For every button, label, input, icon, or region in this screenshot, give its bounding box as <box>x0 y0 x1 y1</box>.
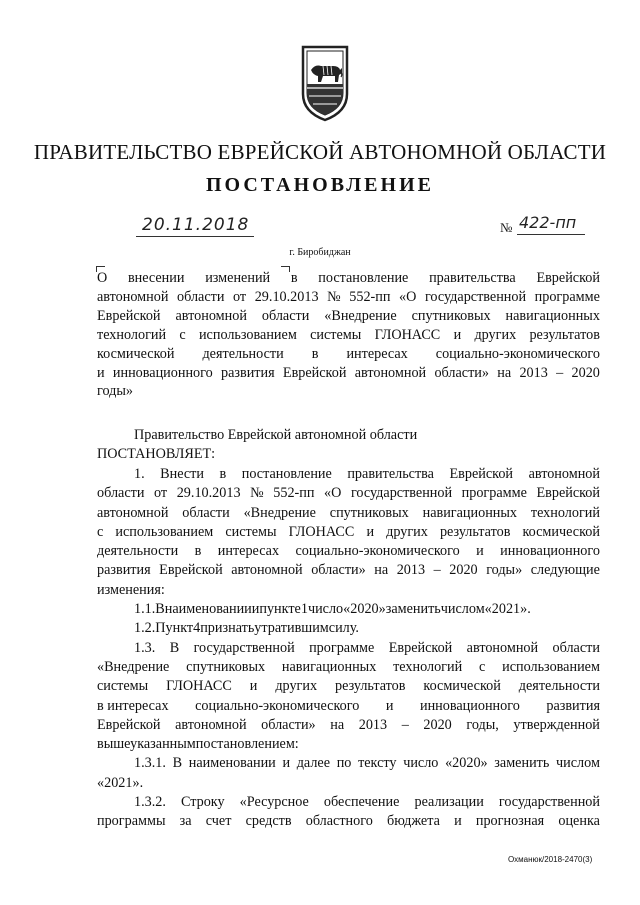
preamble-government: Правительство Еврейской автономной области <box>134 427 418 443</box>
word: Еврейской <box>449 466 514 482</box>
word: с <box>479 658 486 675</box>
word: государственной <box>498 794 600 811</box>
word: технологий <box>393 658 463 675</box>
word: В <box>155 601 165 618</box>
word: автономной <box>175 716 247 733</box>
word: социально-экономического <box>295 543 460 560</box>
word: 552-пп <box>273 485 315 502</box>
word: 2013 <box>396 562 426 579</box>
word: от <box>154 485 168 502</box>
text-line <box>97 542 600 561</box>
word: «2021». <box>97 774 144 791</box>
word: «Внедрение <box>243 504 316 521</box>
resolution-date: 20.11.2018 <box>136 214 254 237</box>
word: на <box>374 562 389 579</box>
word: инновационного <box>420 697 520 714</box>
word: оценка <box>558 813 600 830</box>
issue-city: г. Биробиджан <box>289 247 351 258</box>
word: технологий <box>97 326 167 343</box>
word: области <box>182 504 230 521</box>
word: государственной <box>424 288 527 305</box>
word: утвержденной <box>513 716 600 733</box>
word: заменить <box>385 601 441 618</box>
word: изменений <box>205 270 271 286</box>
text-line <box>97 677 600 696</box>
word: 2020 <box>449 562 478 579</box>
word: годы» <box>486 562 523 579</box>
word: системы <box>97 678 149 695</box>
word: и <box>251 601 260 618</box>
word: технологий <box>530 504 600 521</box>
word: 1 <box>300 601 308 618</box>
word: постановление <box>318 270 409 286</box>
word: и <box>454 813 462 830</box>
text-line <box>97 484 600 503</box>
word: спутниковых <box>411 307 491 324</box>
word: Строку <box>180 794 225 811</box>
word: Еврейской <box>97 716 161 733</box>
text-line <box>97 307 600 326</box>
word: использованием <box>198 326 297 343</box>
text-line <box>97 288 600 307</box>
word: «О <box>399 288 417 305</box>
word: 2013 <box>358 716 388 733</box>
word: навигационных <box>281 658 377 675</box>
word: «О <box>324 485 342 502</box>
word: развития <box>221 364 275 381</box>
word: Еврейской <box>282 364 347 381</box>
word: 2020 <box>423 716 452 733</box>
word: государственной <box>350 485 453 502</box>
word: – <box>556 364 564 381</box>
word: деятельности <box>518 678 600 695</box>
document-footer-code: Охманюк/2018-2470(3) <box>508 855 593 864</box>
word: Еврейской <box>159 562 223 579</box>
word: области <box>177 288 225 305</box>
word: «Ресурсное <box>239 794 309 811</box>
word: 1.3.2. <box>134 794 166 811</box>
word: пункте <box>259 601 301 618</box>
word: области» <box>261 716 316 733</box>
word: развития <box>546 697 600 714</box>
word: результатов <box>335 678 406 695</box>
word: годы, <box>466 716 499 733</box>
document-type: ПОСТАНОВЛЕНИЕ <box>206 174 434 196</box>
word: прогнозная <box>475 813 545 830</box>
resolution-subject <box>97 269 600 401</box>
word: и <box>385 697 394 714</box>
word: О <box>97 270 108 286</box>
word: счет <box>205 813 232 830</box>
word: В <box>172 755 183 772</box>
word: Внести <box>160 466 204 482</box>
word: области» <box>434 364 489 381</box>
word: – <box>401 716 409 733</box>
word: Пункт <box>155 620 194 637</box>
word: «2020» <box>445 755 488 772</box>
word: области <box>97 485 145 502</box>
word: 1.3.1. <box>134 755 166 772</box>
word: инновационного <box>112 364 213 381</box>
word: в <box>311 345 319 362</box>
word: обеспечение <box>323 794 400 811</box>
word: использованием <box>502 658 600 675</box>
word: социально-экономического <box>435 345 600 362</box>
word: на <box>330 716 345 733</box>
word: автономной <box>231 562 303 579</box>
text-line <box>97 523 600 542</box>
word: силу. <box>328 620 359 637</box>
word: программе <box>461 485 527 502</box>
word: и <box>366 523 375 540</box>
resolution-number: 422-пп <box>517 212 585 235</box>
word: навигационных <box>422 504 518 521</box>
word: на <box>497 364 512 381</box>
word: реализации <box>414 794 484 811</box>
word: программе <box>534 288 600 305</box>
word: наименовании <box>164 601 252 618</box>
word: «Внедрение <box>97 658 170 675</box>
word: Еврейской <box>388 639 453 656</box>
text-line <box>97 382 600 401</box>
word: числом <box>556 755 600 772</box>
word: В <box>169 639 180 656</box>
word: автономной <box>175 307 247 324</box>
word: в <box>219 466 227 482</box>
word: результатов <box>529 326 600 343</box>
word: 1. <box>134 466 145 482</box>
word: 1.3. <box>134 639 156 656</box>
word: социально-экономического <box>195 697 360 714</box>
word: постановление <box>241 466 332 482</box>
word: ГЛОНАСС <box>374 326 441 343</box>
word: автономной <box>528 466 600 482</box>
word: деятельности <box>202 345 284 362</box>
word: и <box>453 326 462 343</box>
word: 29.10.2013 <box>176 485 241 502</box>
word: в <box>290 270 298 286</box>
word: № <box>327 288 341 305</box>
word: области» <box>311 562 366 579</box>
word: признать <box>200 620 255 637</box>
word: космической <box>522 523 600 540</box>
text-line <box>97 600 600 619</box>
word: развития <box>97 562 151 579</box>
word: средств <box>245 813 292 830</box>
word: использованием <box>115 523 214 540</box>
text-line <box>97 326 600 345</box>
word: космической <box>423 678 501 695</box>
word: области <box>552 639 600 656</box>
word: спутниковых <box>186 658 266 675</box>
text-line <box>97 735 600 754</box>
word: № <box>250 485 264 502</box>
word: число <box>307 601 344 618</box>
text-line <box>97 465 600 484</box>
word: программе <box>309 639 375 656</box>
word: число <box>403 755 439 772</box>
text-line <box>97 269 600 288</box>
word: «2020» <box>343 601 386 618</box>
text-line <box>97 697 600 716</box>
word: программы <box>97 813 166 830</box>
word: по <box>336 755 352 772</box>
word: заменить <box>494 755 550 772</box>
text-line <box>97 561 600 580</box>
text-line <box>97 754 600 773</box>
word: других <box>275 678 318 695</box>
word: и <box>282 755 291 772</box>
word: других <box>474 326 517 343</box>
word: в <box>194 543 202 560</box>
word: годы» <box>97 383 133 400</box>
word: автономной <box>354 364 427 381</box>
word: инновационного <box>500 543 600 560</box>
word: системы <box>310 326 362 343</box>
word: «2021». <box>484 601 531 618</box>
text-line <box>97 793 600 812</box>
text-line <box>97 716 600 735</box>
word: – <box>433 562 441 579</box>
word: результатов <box>439 523 511 540</box>
word: правительства <box>347 466 434 482</box>
word: Еврейской <box>536 485 600 502</box>
word: 552-пп <box>349 288 391 305</box>
word: 4 <box>193 620 201 637</box>
number-label: № <box>500 220 513 235</box>
word: 1.1. <box>134 601 156 618</box>
word: автономной <box>97 504 169 521</box>
word: ГЛОНАСС <box>288 523 355 540</box>
word: 2020 <box>571 364 600 381</box>
word: за <box>179 813 192 830</box>
word: числом <box>440 601 485 618</box>
preamble-resolves: ПОСТАНОВЛЯЕТ: <box>97 446 216 462</box>
word: автономной <box>466 639 539 656</box>
text-line <box>97 364 600 383</box>
word: от <box>233 288 247 305</box>
word: тексту <box>358 755 397 772</box>
text-line <box>97 619 600 638</box>
word: 1.2. <box>134 620 156 637</box>
word: системы <box>225 523 277 540</box>
word: правительства <box>429 270 516 286</box>
word: с <box>179 326 186 343</box>
text-line <box>97 345 600 364</box>
text-line <box>97 581 600 600</box>
word: области <box>261 307 310 324</box>
word: и <box>97 364 105 381</box>
word: автономной <box>97 288 169 305</box>
word: государственной <box>193 639 295 656</box>
word: «Внедрение <box>324 307 397 324</box>
region-coat-of-arms-icon <box>299 44 351 122</box>
word: ГЛОНАСС <box>166 678 232 695</box>
word: бюджета <box>387 813 440 830</box>
word: областного <box>305 813 373 830</box>
word: постановлением: <box>195 736 299 753</box>
word: наименовании <box>188 755 276 772</box>
word: других <box>386 523 428 540</box>
word: космической <box>97 345 175 362</box>
text-line <box>97 504 600 523</box>
word: с <box>97 523 104 540</box>
resolution-body <box>97 465 600 832</box>
word: далее <box>296 755 331 772</box>
word: и <box>476 543 484 560</box>
word: интересах <box>346 345 408 362</box>
word: интересах <box>217 543 280 560</box>
word: 29.10.2013 <box>254 288 319 305</box>
word: и <box>249 678 258 695</box>
word: внесении <box>127 270 185 286</box>
text-line <box>97 774 600 793</box>
word: следующие <box>530 562 600 579</box>
word: деятельности <box>97 543 179 560</box>
text-line <box>97 812 600 831</box>
word: 2013 <box>519 364 548 381</box>
word: спутниковых <box>329 504 409 521</box>
word: Еврейской <box>97 307 161 324</box>
word: утратившим <box>254 620 329 637</box>
government-title: ПРАВИТЕЛЬСТВО ЕВРЕЙСКОЙ АВТОНОМНОЙ ОБЛАСТИ <box>33 140 607 164</box>
word: вышеуказанным <box>97 736 196 753</box>
text-line <box>97 658 600 677</box>
word: изменения: <box>97 581 165 598</box>
word: навигационных <box>505 307 600 324</box>
text-line <box>97 639 600 658</box>
word: в интересах <box>97 697 169 714</box>
word: Еврейской <box>536 270 600 286</box>
